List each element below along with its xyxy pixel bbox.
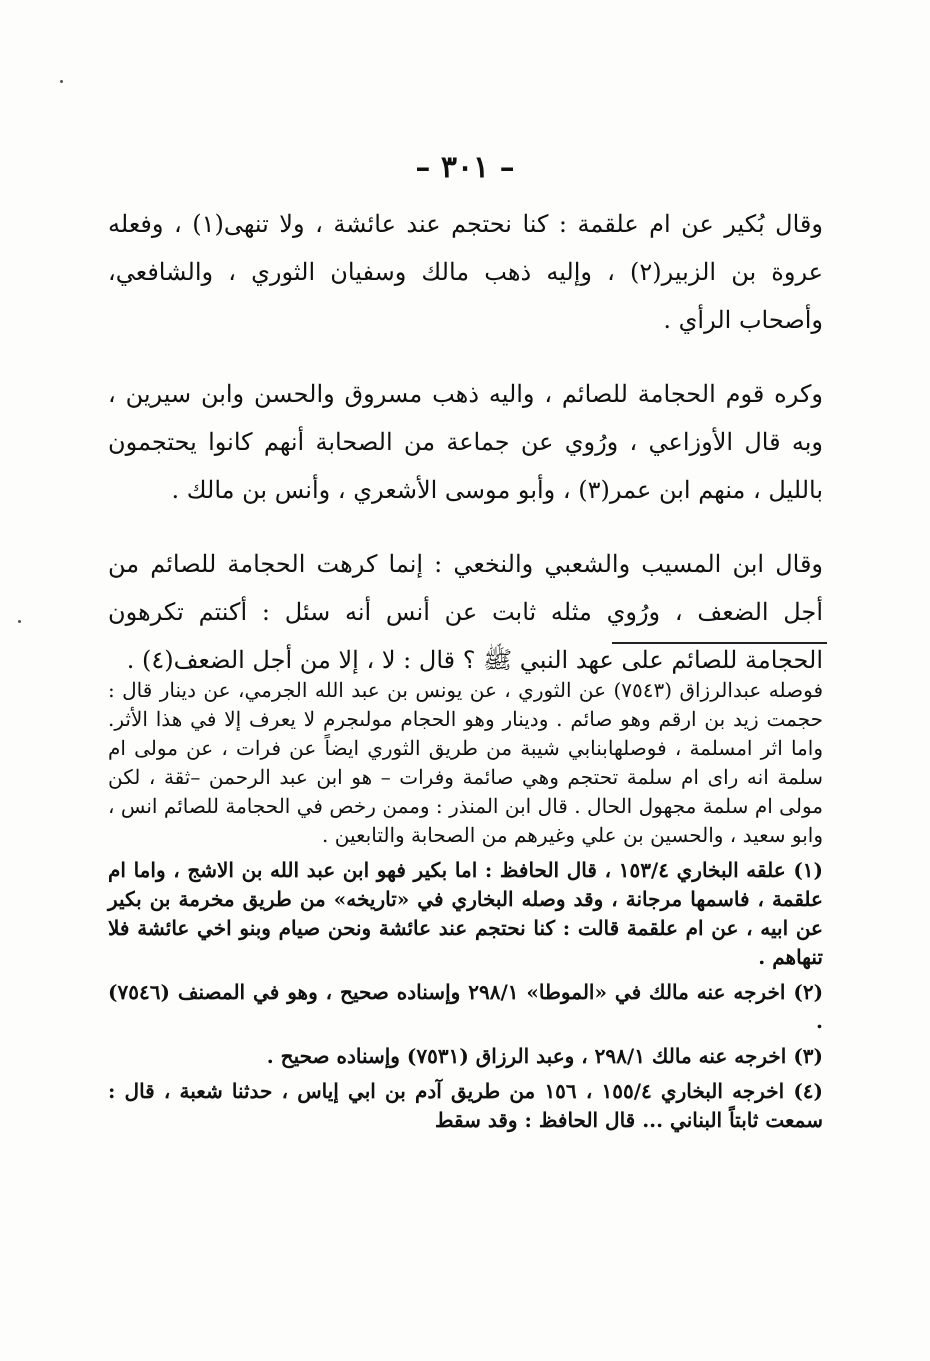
footnote-text: علقه البخاري ١٥٣/٤ ، قال الحافظ : اما بكير فهو ابن عبد الله بن الاشج ، واما ام علقمة ، فاسمها مرجانة ، وقد وصله البخاري في «تاريخه» من طريق مخرمة بن بكير عن ابيه ، عن ام علقمة قالت : كنا نحتجم عند عائشة ونحن صيام وبنو اخي عائشة فلا تنهاهم . xyxy=(108,858,823,969)
footnote-marker: (٢) xyxy=(793,980,824,1004)
footnote-text: اخرجه عنه مالك ٢٩٨/١ ، وعبد الرزاق (٧٥٣١) وإسناده صحيح . xyxy=(266,1044,787,1068)
footnote-separator xyxy=(612,642,827,644)
footnote-marker: (٤) xyxy=(793,1079,823,1103)
footnote-text: اخرجه عنه مالك في «الموطا» ٢٩٨/١ وإسناده صحيح ، وهو في المصنف (٧٥٤٦) . xyxy=(108,980,823,1033)
scan-speck xyxy=(18,620,21,623)
paragraph-3: وقال ابن المسيب والشعبي والنخعي : إنما كرهت الحجامة للصائم من أجل الضعف ، ورُوي مثله ثابت عن أنس أنه سئل : أكنتم تكرهون الحجامة للصائم على عهد النبي ﷺ ؟ قال : لا ، إلا من أجل الضعف(٤) . xyxy=(108,550,823,674)
footnote-continuation: فوصله عبدالرزاق (٧٥٤٣) عن الثوري ، عن يونس بن عبد الله الجرمي، عن دينار قال : حجمت زيد بن ارقم وهو صائم . ودينار وهو الحجام مولىجرم لا يعرف إلا في هذا الأثر. واما اثر امسلمة ، فوصلهابنابي شيبة من طريق الثوري ايضاً عن فرات ، عن مولى ام سلمة انه راى ام سلمة تحتجم وهي صائمة وفرات – هو ابن عبد الرحمن –ثقة ، لكن مولى ام سلمة مجهول الحال . قال ابن المنذر : وممن رخص في الحجامة للصائم انس ، وابو سعيد ، والحسين بن علي وغيرهم من الصحابة والتابعين . xyxy=(108,678,824,847)
footnote-3 xyxy=(108,1042,823,1071)
footnote-marker: (١) xyxy=(793,858,824,882)
footnote-1 xyxy=(108,856,823,972)
footnote-2 xyxy=(108,978,823,1036)
page-number: – ٣٠١ – xyxy=(415,150,515,185)
footnote-4 xyxy=(108,1077,823,1135)
footnote-text: اخرجه البخاري ١٥٥/٤ ، ١٥٦ من طريق آدم بن ابي إياس ، حدثنا شعبة ، قال : سمعت ثابتاً البناني ... قال الحافظ : وقد سقط xyxy=(108,1079,823,1132)
main-text xyxy=(108,200,823,710)
footnotes-section xyxy=(108,676,823,1135)
paragraph-2: وكره قوم الحجامة للصائم ، واليه ذهب مسروق والحسن وابن سيرين ، وبه قال الأوزاعي ، ورُوي عن جماعة من الصحابة أنهم كانوا يحتجمون بالليل ، منهم ابن عمر(٣) ، وأبو موسى الأشعري ، وأنس بن مالك . xyxy=(108,380,823,504)
scan-speck xyxy=(60,80,63,83)
paragraph-1: وقال بُكير عن ام علقمة : كنا نحتجم عند عائشة ، ولا تنهى(١) ، وفعله عروة بن الزبير(٢) ، وإليه ذهب مالك وسفيان الثوري ، والشافعي، وأصحاب الرأي . xyxy=(108,210,824,334)
footnote-marker: (٣) xyxy=(793,1044,823,1068)
